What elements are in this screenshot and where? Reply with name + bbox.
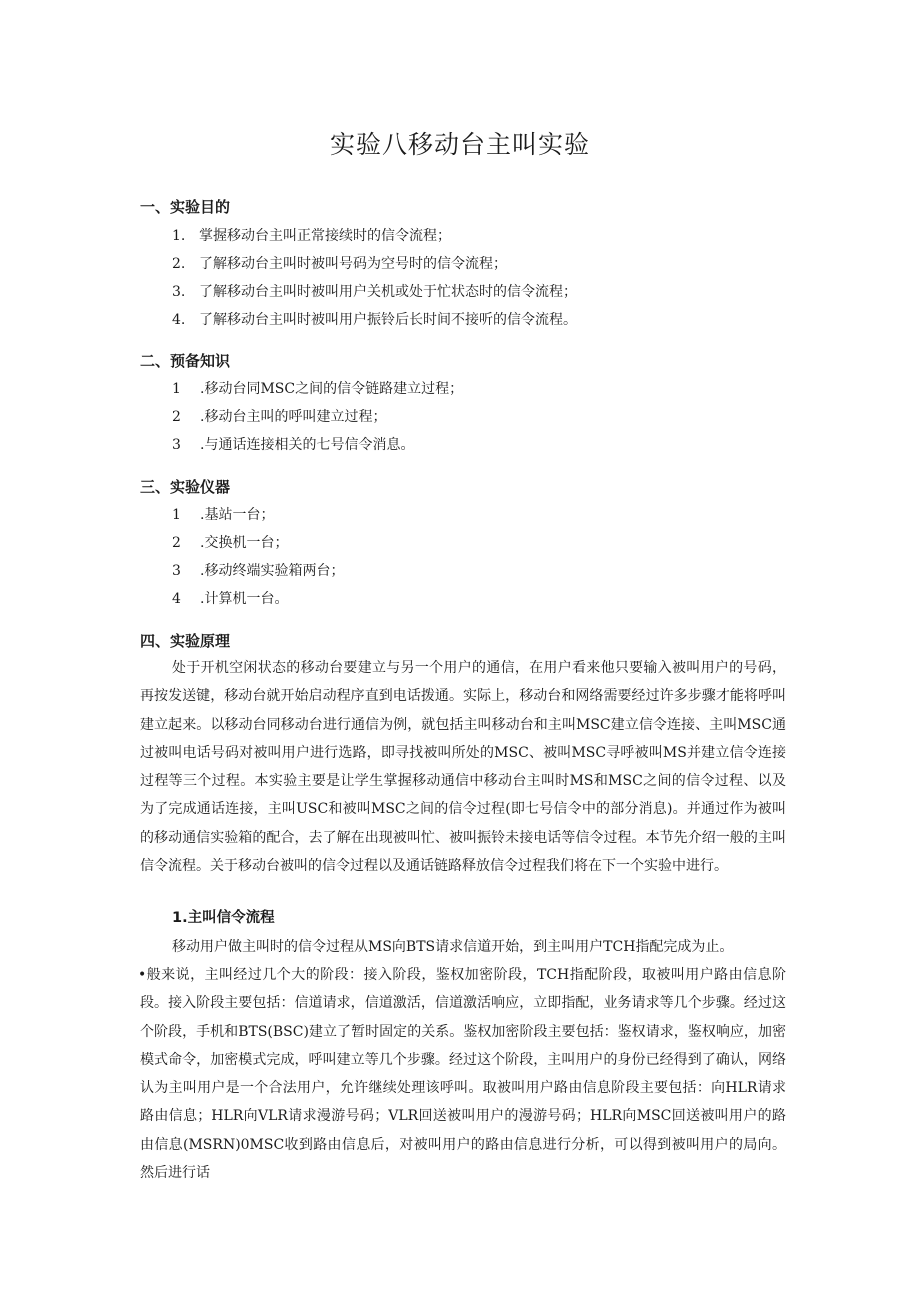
list-item-text: 了解移动台主叫时被叫用户振铃后长时间不接听的信令流程。 <box>199 312 577 328</box>
list-item <box>140 557 800 585</box>
list-item-number: 3 <box>172 437 181 453</box>
list-item-number: 1. <box>172 228 186 244</box>
list-item <box>140 278 800 306</box>
page-title: 实验八移动台主叫实验 <box>329 130 590 159</box>
principle-paragraph-1: 处于开机空闲状态的移动台要建立与另一个用户的通信，在用户看来他只要输入被叫用户的号码，再按发送键，移动台就开始启动程序直到电话拨通。实际上，移动台和网络需要经过许多步骤才能将呼叫建立起来。以移动台同移动台进行通信为例，就包括主叫移动台和主叫MSC建立信令连接、主叫MSC通过被叫电话号码对被叫用户进行选路，即寻找被叫所处的MSC、被叫MSC寻呼被叫MS并建立信令连接过程等三个过程。本实验主要是让学生掌握移动通信中移动台主叫时MS和MSC之间的信令过程、以及为了完成通话连接，主叫USC和被叫MSC之间的信令过程(即七号信令中的部分消息)。并通过作为被叫的移动通信实验箱的配合，去了解在出现被叫忙、被叫振铃未接电话等信令过程。本节先介绍一般的主叫信令流程。关于移动台被叫的信令过程以及通话链路释放信令过程我们将在下一个实验中进行。 <box>140 660 786 875</box>
list-item-number: 1 <box>172 507 181 523</box>
instruments-list <box>140 501 800 613</box>
list-item-text: 了解移动台主叫时被叫用户关机或处于忙状态时的信令流程； <box>199 284 577 300</box>
list-item <box>140 431 800 459</box>
list-item-text: .计算机一台。 <box>200 591 289 607</box>
list-item-text: .基站一台； <box>200 507 275 523</box>
list-item-number: 3. <box>172 284 186 300</box>
list-item-number: 2 <box>172 535 181 551</box>
list-item-text: 了解移动台主叫时被叫号码为空号时的信令流程； <box>199 256 507 272</box>
section-instruments <box>140 476 800 613</box>
list-item-text: .与通话连接相关的七号信令消息。 <box>200 437 415 453</box>
section-heading-purpose: 一、实验目的 <box>140 198 231 216</box>
list-item <box>140 306 800 334</box>
list-item-number: 4. <box>172 312 186 328</box>
principle-paragraph-2: 移动用户做主叫时的信令过程从MS向BTS请求信道开始，到主叫用户TCH指配完成为止。 <box>172 939 734 955</box>
list-item-text: .移动台主叫的呼叫建立过程； <box>200 409 387 425</box>
list-item-text: .移动终端实验箱两台； <box>200 563 345 579</box>
section-heading-principle: 四、实验原理 <box>140 632 231 650</box>
list-item-text: 掌握移动台主叫正常接续时的信令流程； <box>199 228 451 244</box>
list-item-number: 3 <box>172 563 181 579</box>
list-item <box>140 529 800 557</box>
list-item-number: 4 <box>172 591 181 607</box>
section-principle <box>140 630 800 652</box>
list-item <box>140 250 800 278</box>
list-item-number: 2 <box>172 409 181 425</box>
list-item <box>140 403 800 431</box>
section-heading-instruments: 三、实验仪器 <box>140 478 231 496</box>
section-knowledge <box>140 350 800 459</box>
knowledge-list <box>140 375 800 459</box>
list-item <box>140 222 800 250</box>
list-item-text: .交换机一台； <box>200 535 289 551</box>
list-item-text: .移动台同MSC之间的信令链路建立过程； <box>200 381 464 397</box>
list-item <box>140 375 800 403</box>
list-item <box>140 585 800 613</box>
subheading-calling-flow: 1.主叫信令流程 <box>172 910 275 926</box>
purpose-list <box>140 222 800 334</box>
section-purpose <box>140 196 800 334</box>
list-item <box>140 501 800 529</box>
list-item-number: 2. <box>172 256 186 272</box>
principle-paragraph-3: •般来说，主叫经过几个大的阶段：接入阶段，鉴权加密阶段，TCH指配阶段，取被叫用户路由信息阶段。接入阶段主要包括：信道请求，信道激活，信道激活响应，立即指配，业务请求等几个步骤。经过这个阶段，手机和BTS(BSC)建立了暂时固定的关系。鉴权加密阶段主要包括：鉴权请求，鉴权响应，加密模式命令，加密模式完成，呼叫建立等几个步骤。经过这个阶段，主叫用户的身份已经得到了确认，网络认为主叫用户是一个合法用户，允许继续处理该呼叫。取被叫用户路由信息阶段主要包括：向HLR请求路由信息；HLR向VLR请求漫游号码；VLR回送被叫用户的漫游号码；HLR向MSC回送被叫用户的路由信息(MSRN)0MSC收到路由信息后，对被叫用户的路由信息进行分析，可以得到被叫用户的局向。然后进行话 <box>138 967 786 1182</box>
section-heading-knowledge: 二、预备知识 <box>140 352 231 370</box>
list-item-number: 1 <box>172 381 181 397</box>
